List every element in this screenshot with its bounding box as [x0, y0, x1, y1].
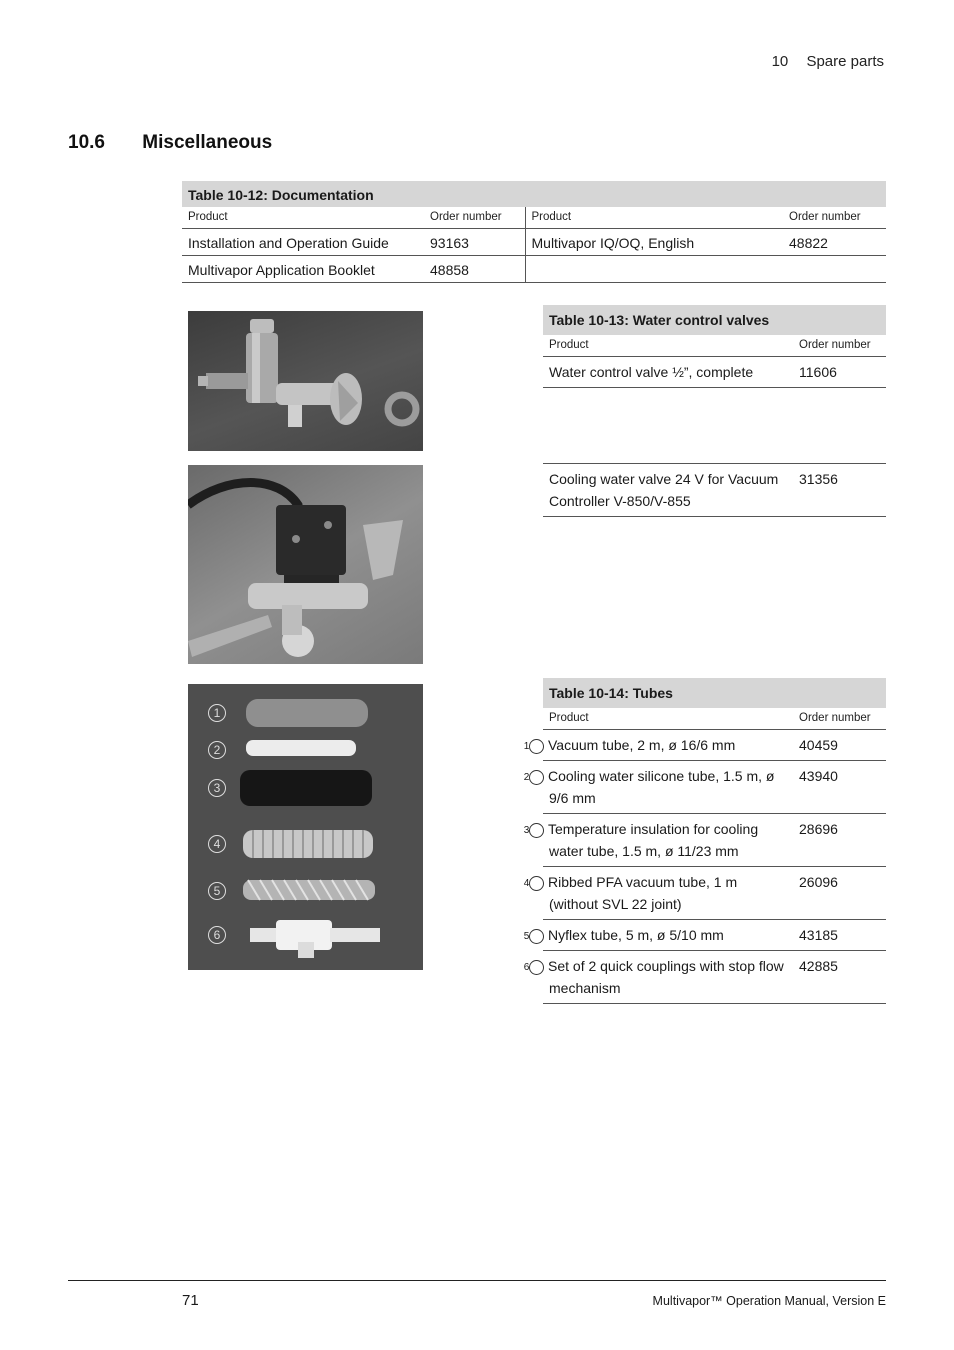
- product-text: Temperature insulation for cooling water tube, 1.5 m, ø 11/23 mm: [548, 821, 759, 859]
- section-number: 10.6: [68, 132, 105, 153]
- photo-marker-1: 1: [208, 704, 230, 723]
- table-row: [543, 814, 886, 867]
- product-cell: [523, 814, 793, 867]
- table-row: [543, 730, 886, 761]
- photo-marker-6: 6: [208, 926, 230, 945]
- column-header-product: Product: [549, 339, 589, 351]
- tubes-table: [523, 678, 886, 1004]
- product-text: Ribbed PFA vacuum tube, 1 m (without SVL 22 joint): [548, 874, 738, 912]
- order-number-cell: 43185: [793, 920, 886, 951]
- documentation-table: [182, 181, 886, 283]
- item-marker: 3: [529, 823, 544, 838]
- table-row: [543, 464, 886, 517]
- order-number-cell: 42885: [793, 951, 886, 1004]
- table-caption: Table 10-12: Documentation: [182, 181, 886, 207]
- column-header-product: Product: [549, 712, 589, 724]
- cooling-water-valve-photo: [188, 465, 423, 664]
- photo-marker-5: 5: [208, 882, 230, 901]
- order-number-cell: 40459: [793, 730, 886, 761]
- section-title: Miscellaneous: [142, 132, 273, 153]
- chapter-title: Spare parts: [806, 53, 884, 70]
- table-row: [543, 951, 886, 1004]
- insulation-tube-shape: [240, 770, 372, 806]
- valve-illustration: [188, 311, 423, 451]
- product-cell: [523, 951, 793, 1004]
- photo-marker-4: 4: [208, 835, 230, 854]
- footer-document-title: Multivapor™ Operation Manual, Version E: [652, 1294, 886, 1308]
- product-cell: Cooling water valve 24 V for Vacuum Controller V-850/V-855: [543, 464, 793, 517]
- tubes-photo: [188, 684, 423, 970]
- order-number-cell: 43940: [793, 761, 886, 814]
- product-cell: Water control valve ½”, complete: [543, 357, 793, 388]
- column-header-order: Order number: [799, 339, 871, 351]
- product-text: Vacuum tube, 2 m, ø 16/6 mm: [548, 737, 736, 753]
- product-cell: Multivapor Application Booklet: [182, 256, 424, 283]
- footer-divider: [68, 1280, 886, 1281]
- order-number-cell: [783, 256, 886, 283]
- order-number-cell: 48858: [424, 256, 525, 283]
- table-spacer: [543, 388, 886, 464]
- cooling-valve-illustration: [188, 465, 423, 664]
- table-row: [182, 229, 886, 256]
- table-row: [543, 867, 886, 920]
- product-cell: [523, 920, 793, 951]
- photo-marker-2: 2: [208, 741, 230, 760]
- table-caption: Table 10-14: Tubes: [543, 678, 886, 708]
- item-marker: 6: [529, 960, 544, 975]
- product-text: Set of 2 quick couplings with stop flow mechanism: [548, 958, 784, 996]
- photo-marker-3: 3: [208, 779, 230, 798]
- water-control-valves-table: [543, 305, 886, 517]
- column-header-order: Order number: [789, 211, 861, 223]
- product-cell: Installation and Operation Guide: [182, 229, 424, 256]
- order-number-cell: 26096: [793, 867, 886, 920]
- table-row: [543, 357, 886, 388]
- order-number-cell: 11606: [793, 357, 886, 388]
- order-number-cell: 31356: [793, 464, 886, 517]
- order-number-cell: 28696: [793, 814, 886, 867]
- table-row: [543, 761, 886, 814]
- water-control-valve-photo: [188, 311, 423, 451]
- section-heading: [68, 132, 272, 154]
- column-header-product: Product: [188, 211, 228, 223]
- product-text: Nyflex tube, 5 m, ø 5/10 mm: [548, 927, 724, 943]
- table-row: [543, 920, 886, 951]
- product-cell: [523, 761, 793, 814]
- quick-coupling-shape: [250, 928, 278, 942]
- product-cell: [523, 867, 793, 920]
- silicone-tube-shape: [246, 740, 356, 756]
- order-number-cell: 48822: [783, 229, 886, 256]
- column-header-product: Product: [525, 207, 783, 229]
- item-marker: 1: [529, 739, 544, 754]
- product-text: Cooling water silicone tube, 1.5 m, ø 9/6 mm: [548, 768, 775, 806]
- chapter-number: 10: [771, 53, 789, 70]
- vacuum-tube-shape: [246, 699, 368, 727]
- table-caption: Table 10-13: Water control valves: [543, 305, 886, 335]
- item-marker: 2: [529, 770, 544, 785]
- product-cell: [523, 730, 793, 761]
- order-number-cell: 93163: [424, 229, 525, 256]
- product-cell: Multivapor IQ/OQ, English: [525, 229, 783, 256]
- item-marker: 4: [529, 876, 544, 891]
- column-header-order: Order number: [430, 211, 502, 223]
- column-header-order: Order number: [799, 712, 871, 724]
- page-number: 71: [182, 1292, 199, 1309]
- product-cell: [525, 256, 783, 283]
- table-row: [182, 256, 886, 283]
- running-header: [772, 53, 884, 70]
- item-marker: 5: [529, 929, 544, 944]
